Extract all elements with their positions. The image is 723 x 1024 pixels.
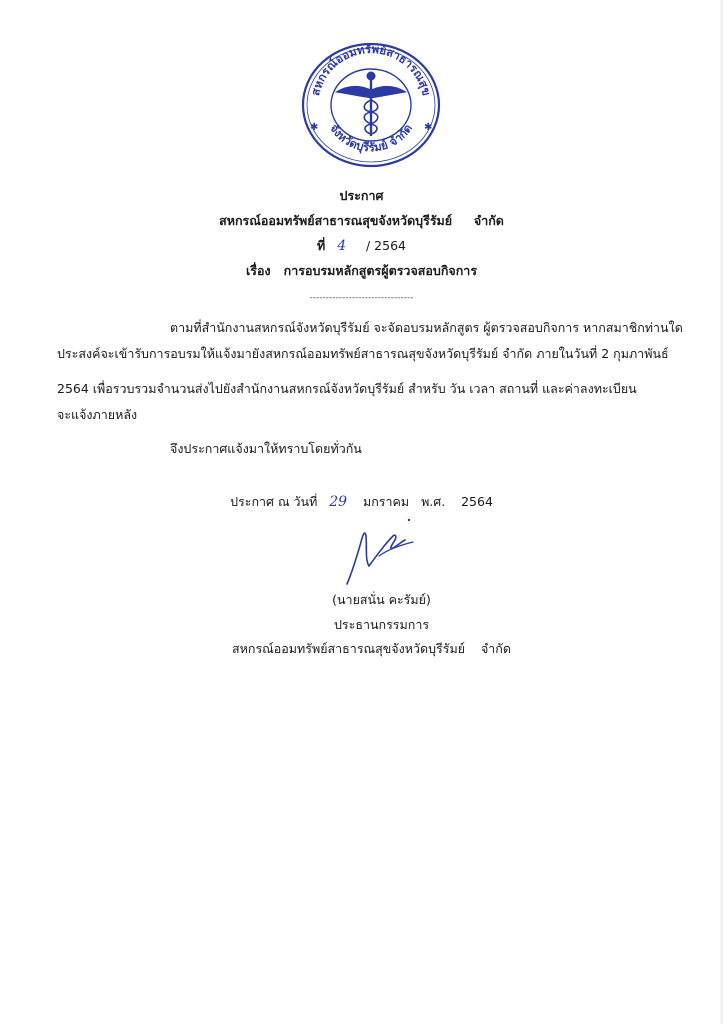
body-paragraph-line-4: จะแจ้งภายหลัง	[57, 407, 138, 422]
announcement-title: ประกาศ	[339, 188, 384, 203]
number-label: ที่	[317, 238, 326, 253]
scan-edge	[719, 0, 723, 1024]
signatory-name: (นายสนั่น คะรัมย์)	[332, 592, 431, 607]
divider: --------------------------------	[309, 293, 414, 303]
body-paragraph-line-2: ประสงค์จะเข้ารับการอบรมให้แจ้งมายังสหกรณ์ออมทรัพย์สาธารณสุขจังหวัดบุรีรัมย์ จำกัด ภายในวันที่ 2 กุมภาพันธ์	[57, 346, 669, 361]
seal-text-top: สหกรณ์ออมทรัพย์สาธารณสุข	[308, 41, 434, 98]
closing-paragraph: จึงประกาศแจ้งมาให้ทราบโดยทั่วกัน	[170, 441, 362, 456]
svg-text:✱: ✱	[310, 122, 319, 133]
dateline-era: พ.ศ.	[421, 494, 446, 509]
handwritten-number: 4	[337, 238, 347, 254]
organization-name: สหกรณ์ออมทรัพย์สาธารณสุขจังหวัดบุรีรัมย์	[219, 213, 453, 228]
cooperative-seal	[296, 38, 446, 168]
seal-text-bottom: จังหวัดบุรีรัมย์ จำกัด	[327, 121, 415, 155]
dateline	[0, 494, 723, 510]
number-year: / 2564	[365, 238, 406, 253]
organization-line	[0, 213, 723, 229]
caduceus-emblem	[336, 72, 406, 136]
dateline-month: มกราคม	[362, 494, 410, 509]
signatory-position: ประธานกรรมการ	[333, 617, 430, 632]
signatory-organization-line	[0, 641, 723, 657]
handwritten-signature	[335, 512, 425, 592]
signatory-org-suffix: จำกัด	[480, 641, 511, 656]
handwritten-day: 29	[329, 494, 348, 510]
body-paragraph-line-3: 2564 เพื่อรวบรวมจำนวนส่งไปยังสำนักงานสหกรณ์จังหวัดบุรีรัมย์ สำหรับ วัน เวลา สถานที่ และค่าลงทะเบียน	[57, 381, 637, 396]
subject-label: เรื่อง	[245, 263, 271, 278]
svg-text:✱: ✱	[424, 122, 433, 133]
subject-text: การอบรมหลักสูตรผู้ตรวจสอบกิจการ	[283, 263, 478, 278]
organization-suffix: จำกัด	[473, 213, 504, 228]
subject-line	[0, 263, 723, 279]
signatory-organization: สหกรณ์ออมทรัพย์สาธารณสุขจังหวัดบุรีรัมย์	[232, 641, 466, 656]
announcement-number-line	[0, 238, 723, 254]
dateline-year: 2564	[461, 494, 493, 509]
body-paragraph-line-1: ตามที่สำนักงานสหกรณ์จังหวัดบุรีรัมย์ จะจัดอบรมหลักสูตร ผู้ตรวจสอบกิจการ หากสมาชิกท่านใด	[170, 320, 683, 335]
dateline-prefix: ประกาศ ณ วันที่	[230, 494, 318, 509]
